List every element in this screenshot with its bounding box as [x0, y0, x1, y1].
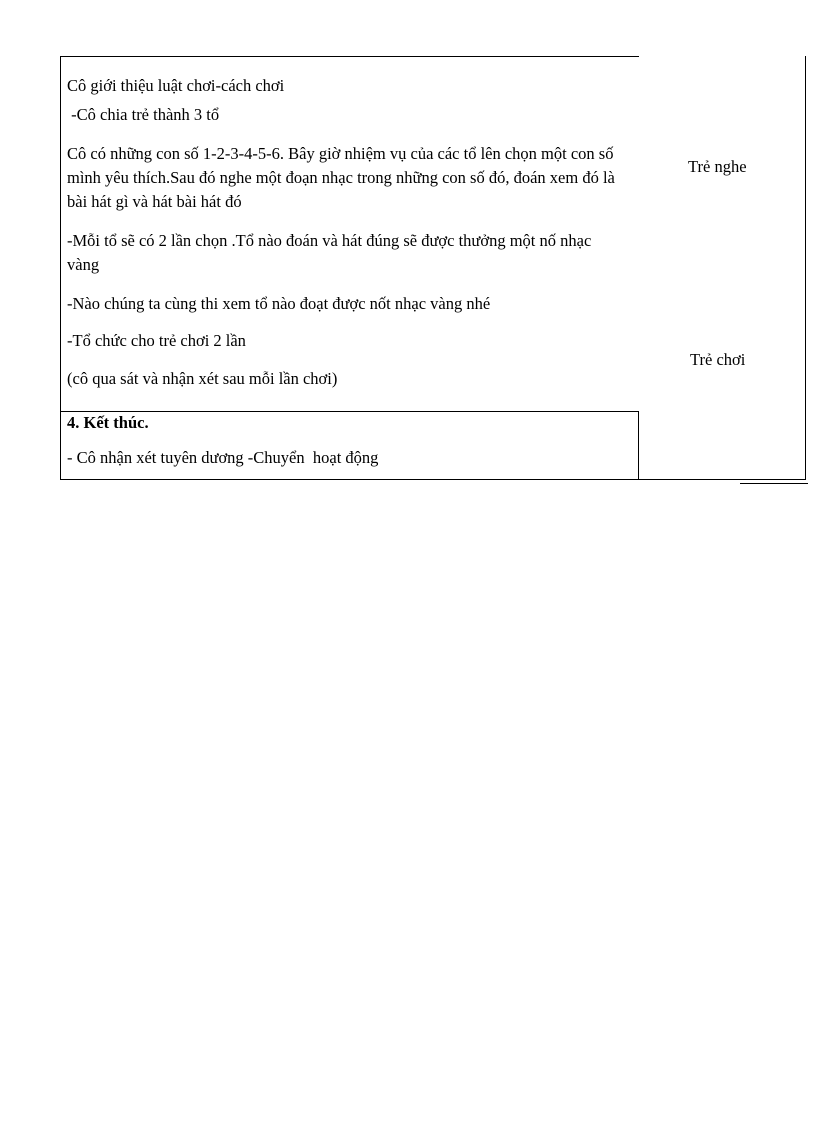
child-listen-note: Trẻ nghe: [688, 157, 747, 176]
table-left-border: [60, 56, 61, 480]
section-line: - Cô nhận xét tuyên dương -Chuyển hoạt động: [67, 448, 379, 467]
team-split-line: -Cô chia trẻ thành 3 tổ: [67, 105, 220, 124]
rule-paragraph: -Mỗi tổ sẽ có 2 lần chọn .Tổ nào đoán và hát đúng sẽ được thưởng một nố nhạc vàng: [67, 231, 592, 274]
column-divider: [638, 411, 639, 480]
section-heading: 4. Kết thúc.: [67, 413, 149, 432]
child-play-note: Trẻ chơi: [690, 350, 746, 369]
table-top-border: [60, 56, 639, 57]
observation-line: (cô qua sát và nhận xét sau mỗi lần chơi): [67, 369, 338, 388]
play-count-line: -Tổ chức cho trẻ chơi 2 lần: [67, 331, 246, 350]
table-bottom-border-tail: [740, 483, 808, 484]
game-description-paragraph: Cô có những con số 1-2-3-4-5-6. Bây giờ nhiệm vụ của các tổ lên chọn một con số mình yêu thích.Sau đó nghe một đoạn nhạc trong những con số đó, đoán xem đó là bài hát gì và hát bài hát đó: [67, 144, 615, 211]
intro-line: Cô giới thiệu luật chơi-cách chơi: [67, 76, 285, 95]
table-bottom-border: [60, 479, 805, 480]
table-right-border: [805, 56, 806, 480]
challenge-line: -Nào chúng ta cùng thi xem tổ nào đoạt được nốt nhạc vàng nhé: [67, 294, 491, 313]
